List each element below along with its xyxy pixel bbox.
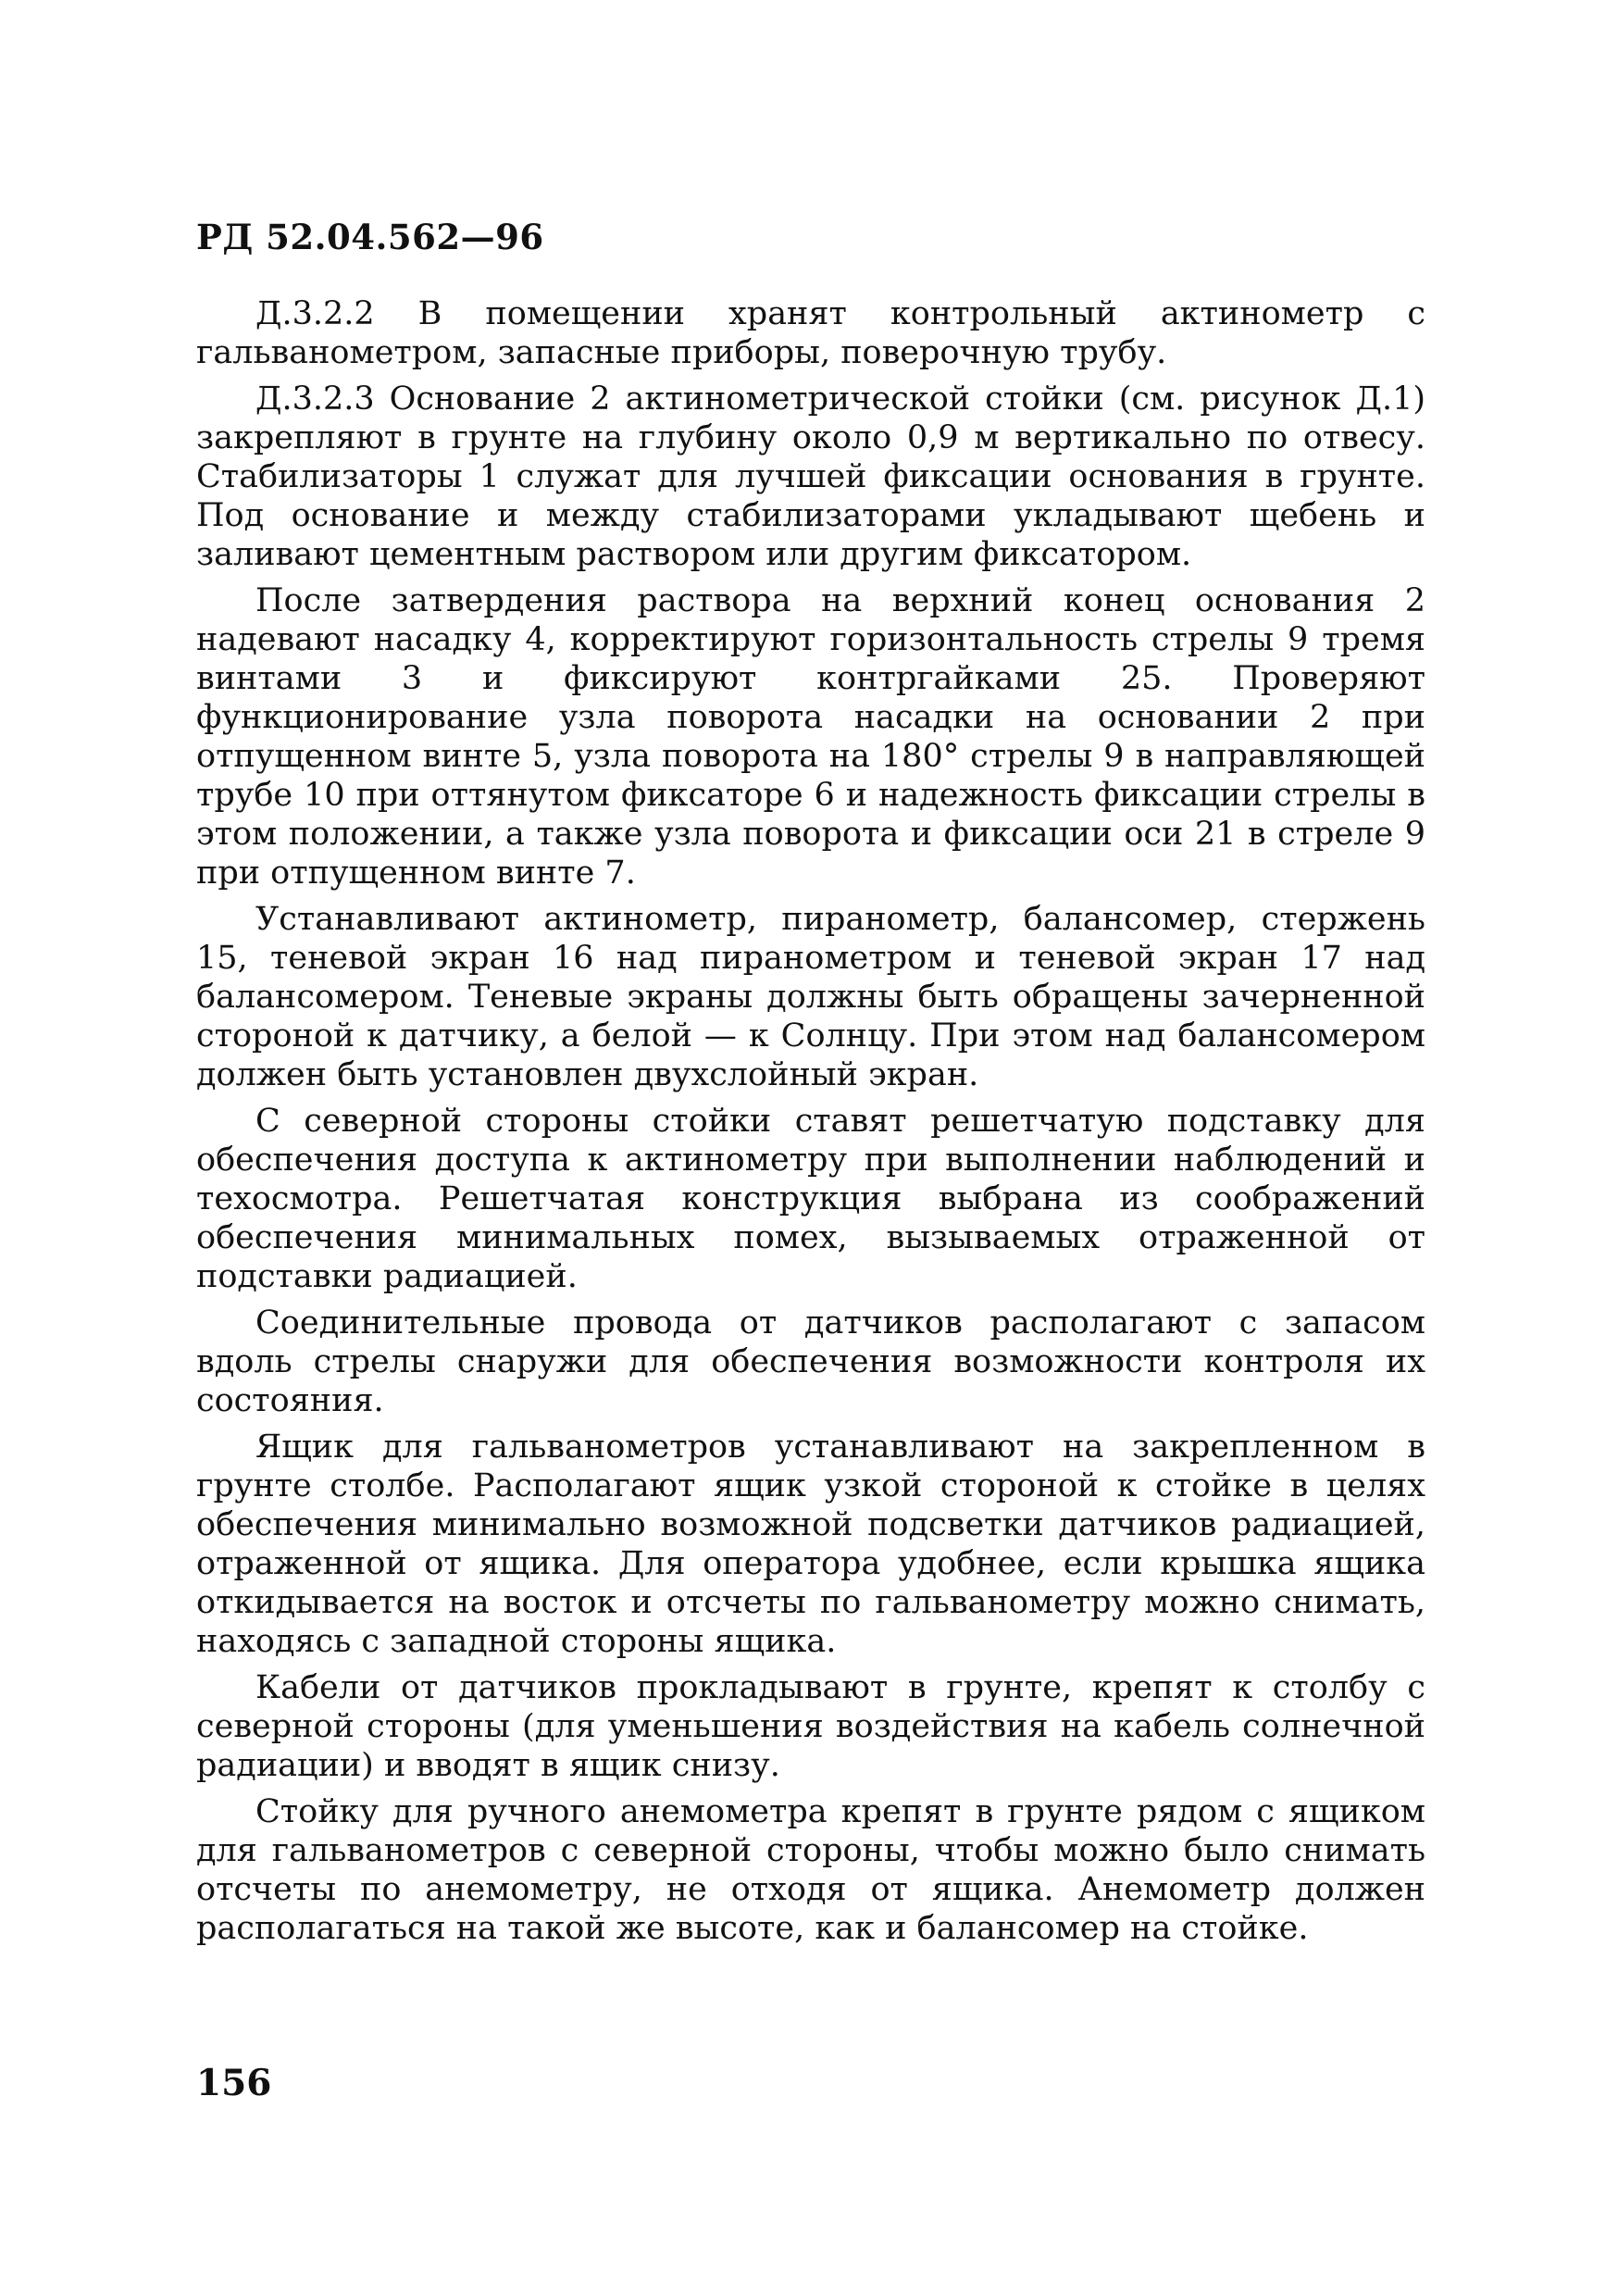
paragraph-d3-2-3: Д.3.2.3 Основание 2 актинометрической стойки (см. рисунок Д.1) закрепляют в грунте на глубину около 0,9 м вертикально по отвесу. Стабилизаторы 1 служат для лучшей фиксации основания в грунте. Под основание и между стабилизаторами укладывают щебень и заливают цементным раствором или другим фиксатором. xyxy=(196,381,1425,573)
paragraph-d3-2-2: Д.3.2.2 В помещении хранят контрольный актинометр с гальванометром, запасные приборы, поверочную трубу. xyxy=(196,295,1425,371)
document-code: РД 52.04.562—96 xyxy=(196,217,544,257)
paragraph-anemometer-stand: Стойку для ручного анемометра крепят в грунте рядом с ящиком для гальванометров с северной стороны, чтобы можно было снимать отсчеты по анемометру, не отходя от ящика. Анемометр должен располагаться на такой же высоте, как и балансомер на стойке. xyxy=(196,1793,1425,1947)
paragraph-grated-stand: С северной стороны стойки ставят решетчатую подставку для обеспечения доступа к актинометру при выполнении наблюдений и техосмотра. Решетчатая конструкция выбрана из соображений обеспечения минимальных помех, вызываемых отраженной от подставки радиацией. xyxy=(196,1103,1425,1295)
page-number: 156 xyxy=(196,2062,272,2104)
paragraph-instrument-installation: Устанавливают актинометр, пиранометр, балансомер, стержень 15, теневой экран 16 над пиранометром и теневой экран 17 над балансомером. Теневые экраны должны быть обращены зачерненной стороной к датчику, а белой — к Солнцу. При этом над балансомером должен быть установлен двухслойный экран. xyxy=(196,901,1425,1093)
paragraph-cables: Кабели от датчиков прокладывают в грунте, крепят к столбу с северной стороны (для уменьшения воздействия на кабель солнечной радиации) и вводят в ящик снизу. xyxy=(196,1669,1425,1784)
paragraph-nozzle-installation: После затвердения раствора на верхний конец основания 2 надевают насадку 4, корректируют горизонтальность стрелы 9 тремя винтами 3 и фиксируют контргайками 25. Проверяют функционирование узла поворота насадки на основании 2 при отпущенном винте 5, узла поворота на 180° стрелы 9 в направляющей трубе 10 при оттянутом фиксаторе 6 и надежность фиксации стрелы в этом положении, а также узла поворота и фиксации оси 21 в стреле 9 при отпущенном винте 7. xyxy=(196,582,1425,892)
paragraph-galvanometer-box: Ящик для гальванометров устанавливают на закрепленном в грунте столбе. Располагают ящик узкой стороной к стойке в целях обеспечения минимально возможной подсветки датчиков радиацией, отраженной от ящика. Для оператора удобнее, если крышка ящика откидывается на восток и отсчеты по гальванометру можно снимать, находясь с западной стороны ящика. xyxy=(196,1429,1425,1660)
body-text xyxy=(196,294,1425,1955)
paragraph-connecting-wires: Соединительные провода от датчиков располагают с запасом вдоль стрелы снаружи для обеспечения возможности контроля их состояния. xyxy=(196,1304,1425,1419)
